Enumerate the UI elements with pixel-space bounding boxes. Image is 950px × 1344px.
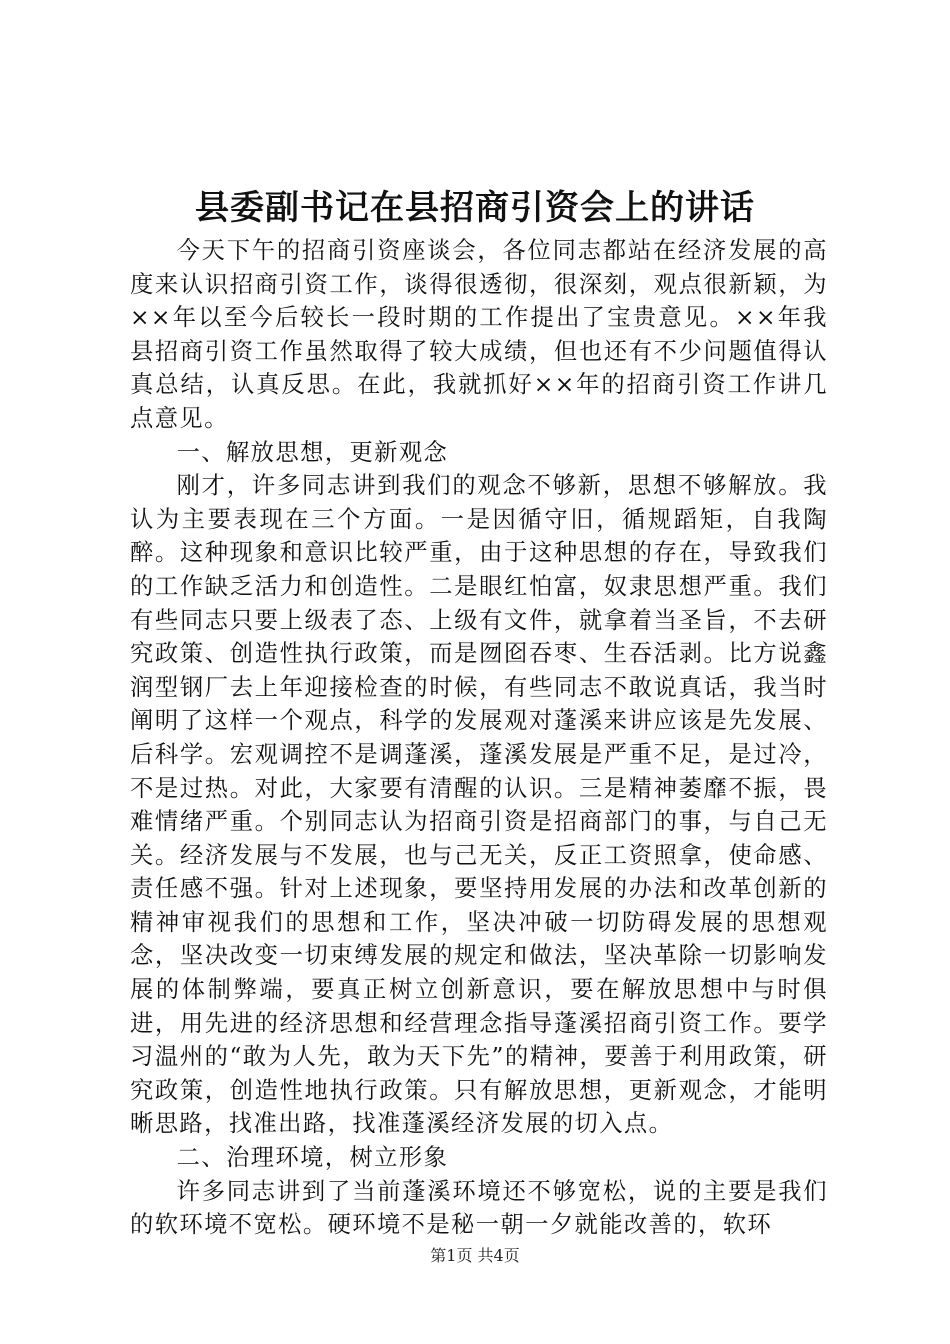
- paragraph-section-2: 许多同志讲到了当前蓬溪环境还不够宽松，说的主要是我们的软环境不宽松。硬环境不是秘一朝一夕就能改善的，软环: [130, 1177, 828, 1239]
- section-heading-2: 二、治理环境，树立形象: [176, 1144, 449, 1172]
- document-title: 县委副书记在县招商引资会上的讲话: [195, 188, 755, 228]
- page-number-footer: 第1页 共4页: [430, 1246, 520, 1265]
- paragraph-intro: 今天下午的招商引资座谈会，各位同志都站在经济发展的高度来认识招商引资工作，谈得很透彻，很深刻，观点很新颖，为××年以至今后较长一段时期的工作提出了宝贵意见。××年我县招商引资工作虽然取得了较大成绩，但也还有不少问题值得认真总结，认真反思。在此，我就抓好××年的招商引资工作讲几点意见。: [130, 237, 828, 432]
- document-body: [130, 234, 828, 1242]
- paragraph-section-1: 刚才，许多同志讲到我们的观念不够新，思想不够解放。我认为主要表现在三个方面。一是因循守旧，循规蹈矩，自我陶醉。这种现象和意识比较严重，由于这种思想的存在，导致我们的工作缺乏活力和创造性。二是眼红怕富，奴隶思想严重。我们有些同志只要上级表了态、上级有文件，就拿着当圣旨，不去研究政策、创造性执行政策，而是囫囵吞枣、生吞活剥。比方说鑫润型钢厂去上年迎接检查的时候，有些同志不敢说真话，我当时阐明了这样一个观点，科学的发展观对蓬溪来讲应该是先发展、后科学。宏观调控不是调蓬溪，蓬溪发展是严重不足，是过冷，不是过热。对此，大家要有清醒的认识。三是精神萎靡不振，畏难情绪严重。个别同志认为招商引资是招商部门的事，与自己无关。经济发展与不发展，也与己无关，反正工资照拿，使命感、责任感不强。针对上述现象，要坚持用发展的办法和改革创新的精神审视我们的思想和工作，坚决冲破一切防碍发展的思想观念，坚决改变一切束缚发展的规定和做法，坚决革除一切影响发展的体制弊端，要真正树立创新意识，要在解放思想中与时俱进，用先进的经济思想和经营理念指导蓬溪招商引资工作。要学习温州的“敢为人先，敢为天下先”的精神，要善于利用政策，研究政策，创造性地执行政策。只有解放思想，更新观念，才能明晰思路，找准出路，找准蓬溪经济发展的切入点。: [130, 472, 828, 1138]
- section-heading-1: 一、解放思想，更新观念: [176, 438, 449, 466]
